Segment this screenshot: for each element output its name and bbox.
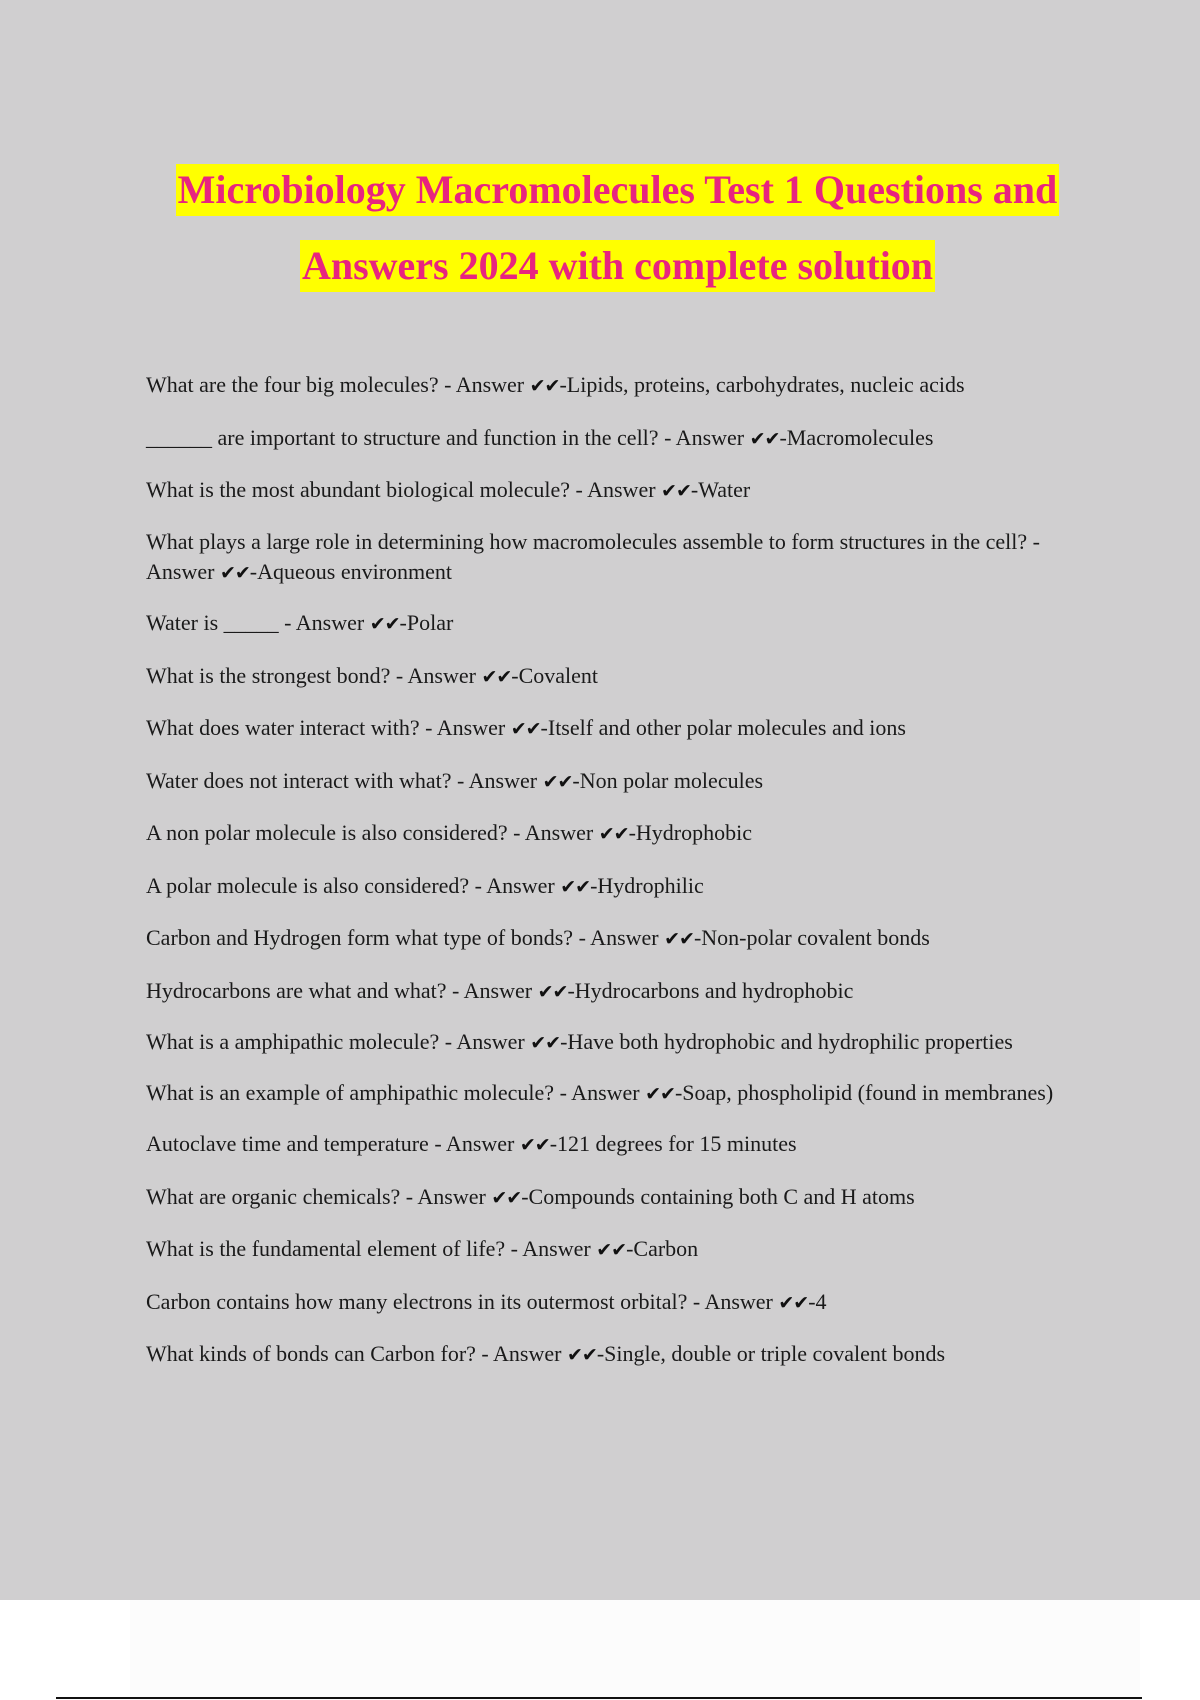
double-check-icon: ✔✔ <box>596 1239 627 1261</box>
qa-item <box>146 474 1076 507</box>
qa-item <box>146 1078 1076 1109</box>
double-check-icon: ✔✔ <box>219 561 250 584</box>
double-check-icon: ✔✔ <box>542 770 573 793</box>
qa-item <box>146 765 1076 798</box>
answer-text: -121 degrees for 15 minutes <box>549 1131 797 1156</box>
qa-list <box>146 369 1076 1391</box>
qa-item <box>146 660 1076 693</box>
answer-text: -Soap, phospholipid (found in membranes) <box>674 1079 1054 1105</box>
title-line-2: Answers 2024 with complete solution <box>300 240 935 292</box>
answer-text: -Polar <box>399 610 454 635</box>
answer-text: -Non-polar covalent bonds <box>693 925 930 950</box>
title-line-1: Microbiology Macromolecules Test 1 Questions and <box>176 164 1060 216</box>
question-text: What does water interact with? - Answer <box>146 715 511 740</box>
answer-text: -Water <box>690 477 751 502</box>
question-text: Water does not interact with what? - Answer <box>146 767 543 793</box>
question-text: Hydrocarbons are what and what? - Answer <box>146 977 538 1003</box>
double-check-icon: ✔✔ <box>664 928 694 950</box>
page-divider-rule <box>56 1697 1142 1699</box>
qa-item <box>146 870 1076 903</box>
question-text: What is the fundamental element of life? - Answer <box>146 1236 597 1261</box>
question-text: What are organic chemicals? - Answer <box>146 1183 492 1209</box>
question-text: What plays a large role in determining how macromolecules assemble to form structures in the cell? - Answer <box>146 528 1040 584</box>
double-check-icon: ✔✔ <box>560 875 591 898</box>
answer-text: -Carbon <box>626 1236 699 1261</box>
double-check-icon: ✔✔ <box>510 718 541 740</box>
double-check-icon: ✔✔ <box>661 480 691 502</box>
question-text: Water is _____ - Answer <box>146 610 370 635</box>
qa-item <box>146 712 1076 745</box>
qa-item <box>146 527 1076 588</box>
double-check-icon: ✔✔ <box>598 823 629 845</box>
question-text: ______ are important to structure and function in the cell? - Answer <box>146 424 750 450</box>
answer-text: -Macromolecules <box>779 424 934 450</box>
answer-text: -Non polar molecules <box>572 767 764 793</box>
double-check-icon: ✔✔ <box>537 980 568 1003</box>
double-check-icon: ✔✔ <box>645 1082 675 1105</box>
double-check-icon: ✔✔ <box>530 1032 561 1054</box>
next-page-strip <box>130 1600 1140 1700</box>
answer-text: -Itself and other polar molecules and ions <box>540 715 906 740</box>
question-text: Carbon and Hydrogen form what type of bonds? - Answer <box>146 925 665 950</box>
qa-item <box>146 1286 1076 1319</box>
double-check-icon: ✔✔ <box>369 613 400 635</box>
qa-item <box>146 1128 1076 1161</box>
answer-text: -Lipids, proteins, carbohydrates, nucleic acids <box>559 372 965 397</box>
double-check-icon: ✔✔ <box>481 665 512 688</box>
qa-item <box>146 817 1076 850</box>
question-text: A non polar molecule is also considered? - Answer <box>146 820 599 845</box>
qa-item <box>146 1338 1076 1371</box>
qa-item <box>146 422 1076 455</box>
qa-item <box>146 1233 1076 1266</box>
question-text: What is a amphipathic molecule? - Answer <box>146 1029 531 1054</box>
answer-text: -Hydrophilic <box>590 872 704 898</box>
qa-item <box>146 369 1076 402</box>
qa-item <box>146 1181 1076 1214</box>
question-text: What is the strongest bond? - Answer <box>146 662 482 688</box>
double-check-icon: ✔✔ <box>491 1186 522 1209</box>
answer-text: -Compounds containing both C and H atoms <box>521 1183 915 1209</box>
question-text: What is the most abundant biological molecule? - Answer <box>146 477 662 502</box>
question-text: Autoclave time and temperature - Answer <box>146 1131 520 1156</box>
question-text: What are the four big molecules? - Answer <box>146 372 530 397</box>
qa-item <box>146 607 1076 640</box>
double-check-icon: ✔✔ <box>519 1134 550 1156</box>
answer-text: -Hydrocarbons and hydrophobic <box>567 977 854 1003</box>
question-text: A polar molecule is also considered? - Answer <box>146 872 561 898</box>
document-title <box>0 164 1200 292</box>
answer-text: -Hydrophobic <box>628 820 752 845</box>
question-text: What kinds of bonds can Carbon for? - Answer <box>146 1341 567 1366</box>
double-check-icon: ✔✔ <box>749 427 780 450</box>
qa-item <box>146 1027 1076 1058</box>
qa-item <box>146 922 1076 955</box>
double-check-icon: ✔✔ <box>778 1291 809 1314</box>
answer-text: -Have both hydrophobic and hydrophilic properties <box>560 1029 1013 1054</box>
answer-text: -4 <box>808 1288 827 1314</box>
answer-text: -Aqueous environment <box>249 558 453 584</box>
answer-text: -Covalent <box>511 662 599 688</box>
double-check-icon: ✔✔ <box>529 375 560 397</box>
answer-text: -Single, double or triple covalent bonds <box>596 1341 946 1366</box>
double-check-icon: ✔✔ <box>566 1344 597 1366</box>
question-text: What is an example of amphipathic molecule? - Answer <box>146 1079 646 1105</box>
qa-item <box>146 975 1076 1008</box>
question-text: Carbon contains how many electrons in its outermost orbital? - Answer <box>146 1288 779 1314</box>
